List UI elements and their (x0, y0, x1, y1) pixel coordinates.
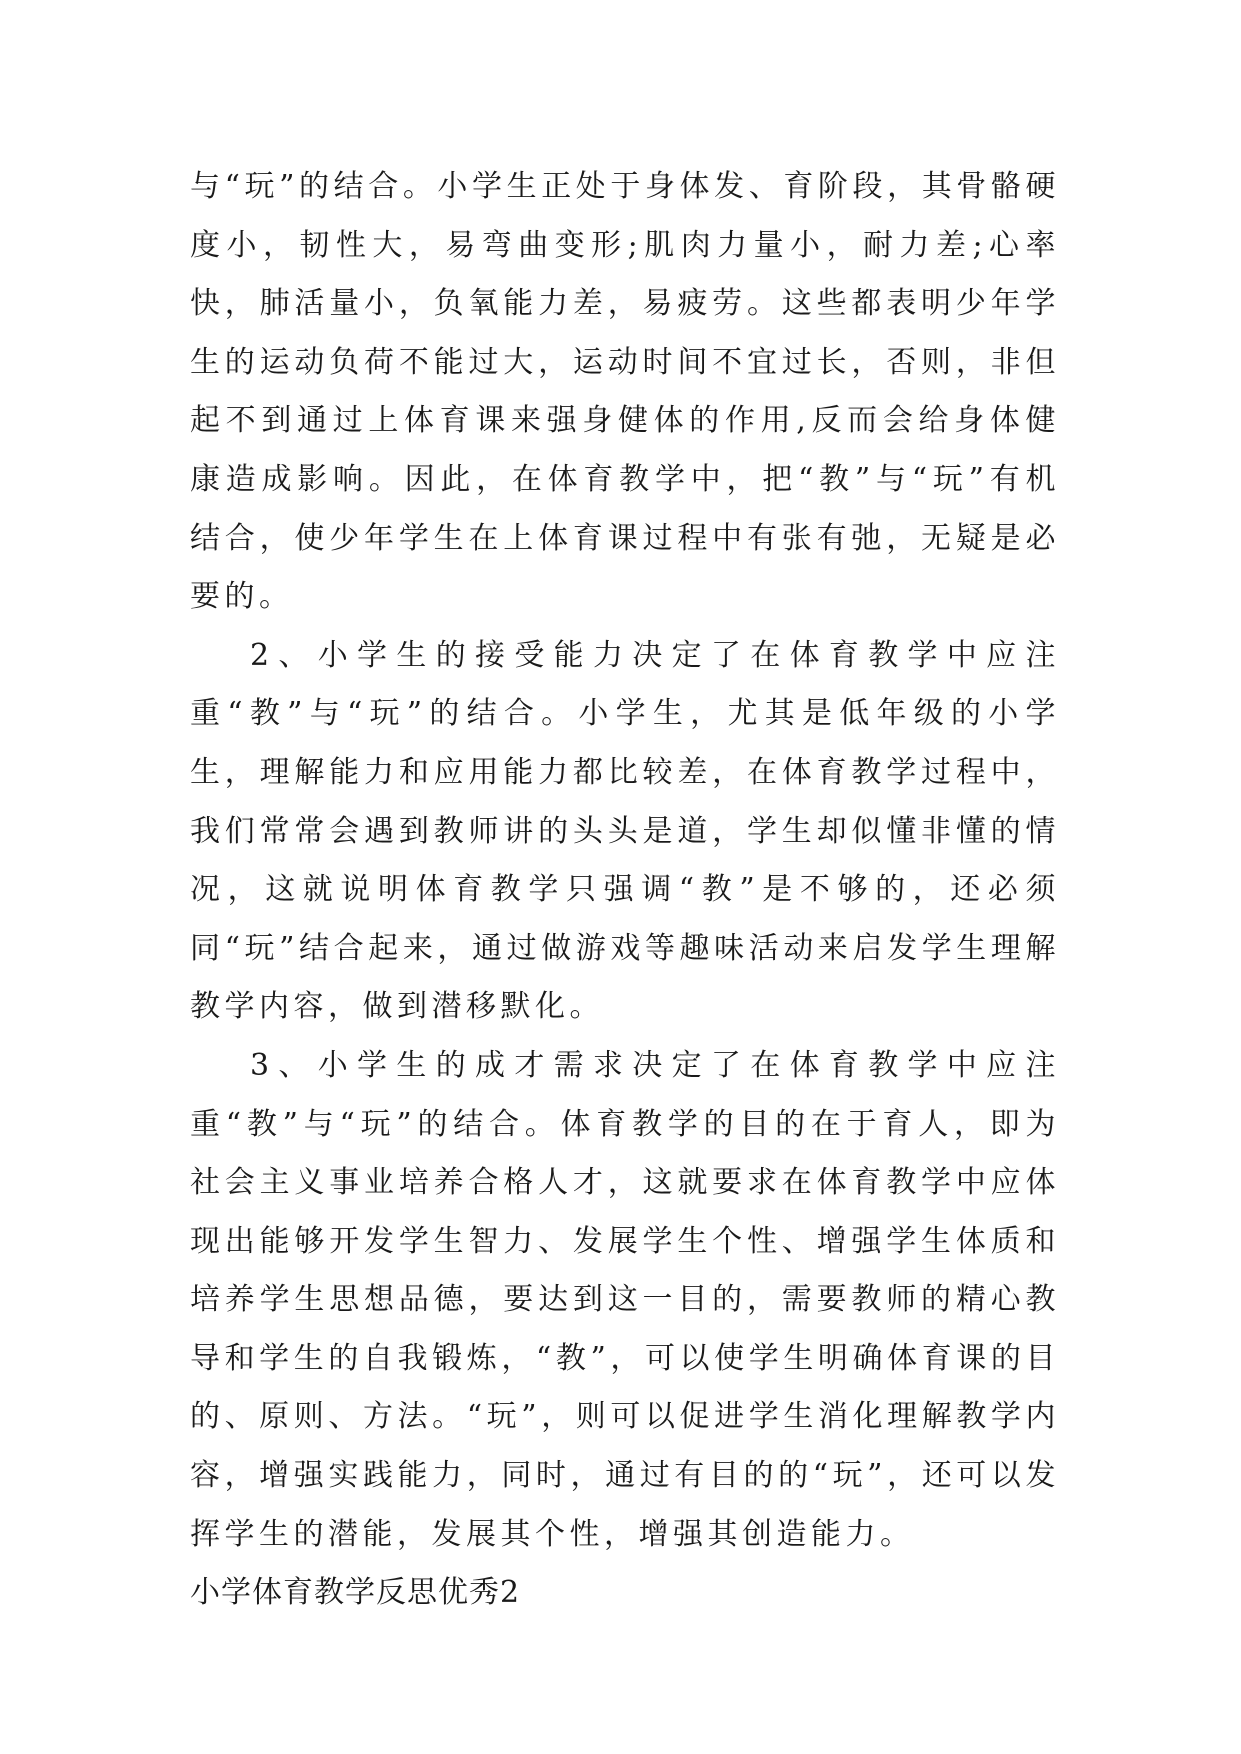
paragraph-1: 与“玩”的结合。小学生正处于身体发、育阶段，其骨骼硬度小，韧性大，易弯曲变形;肌肉力量小，耐力差;心率快，肺活量小，负氧能力差，易疲劳。这些都表明少年学生的运动负荷不能过大，运动时间不宜过长，否则，非但起不到通过上体育课来强身健体的作用,反而会给身体健康造成影响。因此，在体育教学中，把“教”与“玩”有机结合，使少年学生在上体育课过程中有张有弛，无疑是必要的。 (190, 169, 1060, 615)
paragraph-3: 3、小学生的成才需求决定了在体育教学中应注重“教”与“玩”的结合。体育教学的目的在于育人，即为社会主义事业培养合格人才，这就要求在体育教学中应体现出能够开发学生智力、发展学生个性、增强学生体质和培养学生思想品德，要达到这一目的，需要教师的精心教导和学生的自我锻炼，“教”，可以使学生明确体育课的目的、原则、方法。“玩”，则可以促进学生消化理解教学内容，增强实践能力，同时，通过有目的的“玩”，还可以发挥学生的潜能，发展其个性，增强其创造能力。 (190, 1047, 1060, 1552)
document-body (190, 158, 1060, 1623)
paragraph-2: 2、小学生的接受能力决定了在体育教学中应注重“教”与“玩”的结合。小学生，尤其是低年级的小学生，理解能力和应用能力都比较差，在体育教学过程中，我们常常会遇到教师讲的头头是道，学生却似懂非懂的情况，这就说明体育教学只强调“教”是不够的，还必须同“玩”结合起来，通过做游戏等趣味活动来启发学生理解教学内容，做到潜移默化。 (190, 637, 1060, 1025)
section-heading: 小学体育教学反思优秀2 (190, 1575, 521, 1611)
